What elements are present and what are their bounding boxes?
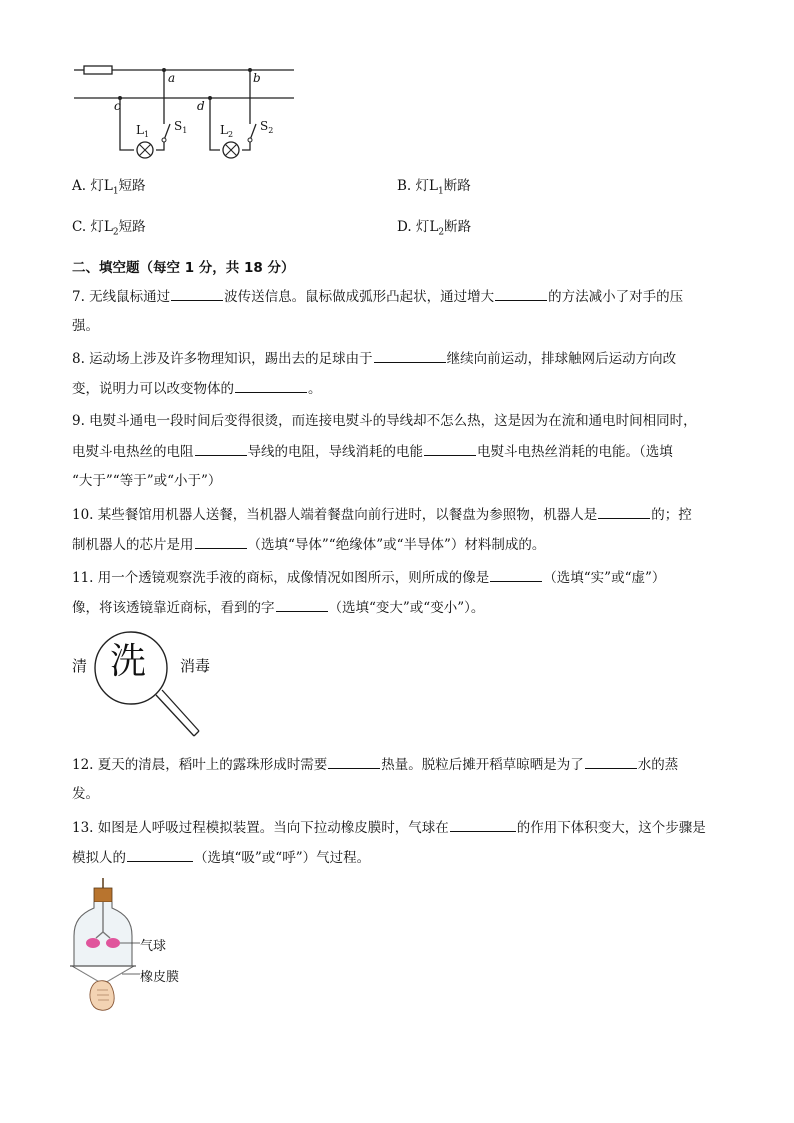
option-d: D. 灯$L_2$断路 [397, 219, 472, 238]
lamp-l1-icon [137, 142, 153, 158]
question-13-line-1: 13. 如图是人呼吸过程模拟装置。当向下拉动橡皮膜时，气球在 的作用下体积变大，这个步骤是 [72, 820, 706, 836]
q7-blank-2[interactable] [495, 288, 547, 301]
question-13-line-2: 模拟人的 （选填“吸”或“呼”）气过程。 [72, 850, 371, 866]
option-c: C. 灯$L_2$短路 [72, 219, 146, 238]
switch-s1-label: $S_1$ [174, 119, 188, 135]
option-b: B. 灯$L_1$断路 [397, 178, 471, 197]
q12-blank-1[interactable] [328, 756, 380, 769]
question-8-line-1: 8. 运动场上涉及许多物理知识，踢出去的足球由于 继续向前运动，排球触网后运动方向改 [72, 351, 677, 367]
q9-blank-2[interactable] [424, 443, 476, 456]
switch-s2-label: $S_2$ [260, 119, 274, 135]
lens-left-text: 清 [72, 657, 88, 675]
question-10-line-2: 制机器人的芯片是用 （选填“导体”“绝缘体”或“半导体”）材料制成的。 [72, 537, 546, 553]
q9-blank-1[interactable] [195, 443, 247, 456]
question-12-line-1: 12. 夏天的清晨，稻叶上的露珠形成时需要 热量。脱粒后摊开稻草晾晒是为了 水的蒸 [72, 757, 679, 773]
point-a-label: a [168, 71, 176, 85]
question-7-line-2: 强。 [72, 318, 99, 334]
q11-blank-2[interactable] [276, 599, 328, 612]
question-7-line-1: 7. 无线鼠标通过 波传送信息。鼠标做成弧形凸起状，通过增大 的方法减小了对手的压 [72, 289, 684, 305]
question-10-line-1: 10. 某些餐馆用机器人送餐，当机器人端着餐盘向前行进时，以餐盘为参照物，机器人是 的；控 [72, 507, 692, 523]
point-c-label: c [114, 99, 121, 113]
q7-blank-1[interactable] [171, 288, 223, 301]
membrane-label: 橡皮膜 [140, 970, 180, 985]
lens-figure [70, 628, 230, 743]
question-9-line-3: “大于”“等于”或“小于”） [72, 473, 222, 489]
option-a: A. 灯$L_1$短路 [72, 178, 146, 197]
magnifier-handle-icon [156, 690, 199, 736]
q13-blank-2[interactable] [127, 849, 193, 862]
lamp-l2-label: $L_2$ [220, 123, 234, 139]
lens-right-text: 消毒 [180, 657, 211, 675]
q10-blank-2[interactable] [195, 536, 247, 549]
q8-blank-2[interactable] [235, 380, 307, 393]
q12-blank-2[interactable] [585, 756, 637, 769]
question-9-line-2: 电熨斗电热丝的电阻 导线的电阻，导线消耗的电能 电熨斗电热丝消耗的电能。（选填 [72, 444, 673, 460]
lung-model-figure [66, 874, 206, 1014]
point-b-label: b [253, 71, 261, 85]
cork-stopper-icon [94, 878, 112, 902]
q8-blank-1[interactable] [374, 350, 446, 363]
q10-blank-1[interactable] [598, 506, 650, 519]
point-d-label: d [197, 99, 205, 113]
section-heading: 二、填空题（每空 1 分，共 18 分） [72, 260, 295, 276]
hand-icon [90, 981, 114, 1011]
balloon-label: 气球 [140, 939, 167, 954]
lamp-l2-icon [223, 142, 239, 158]
question-12-line-2: 发。 [72, 786, 99, 802]
question-8-line-2: 变，说明力可以改变物体的 。 [72, 381, 322, 397]
q11-blank-1[interactable] [490, 569, 542, 582]
question-9-line-1: 9. 电熨斗通电一段时间后变得很烫，而连接电熨斗的导线却不怎么热，这是因为在流和通电时间相同时， [72, 413, 697, 429]
question-11-line-2: 像，将该透镜靠近商标，看到的字 （选填“变大”或“变小”）。 [72, 600, 485, 616]
lamp-l1-label: $L_1$ [136, 123, 150, 139]
circuit-diagram [70, 58, 300, 170]
question-11-line-1: 11. 用一个透镜观察洗手液的商标，成像情况如图所示，则所成的像是 （选填“实”或“虚”） [72, 570, 666, 586]
q13-blank-1[interactable] [450, 819, 516, 832]
lens-magnified-text: 洗 [110, 641, 147, 682]
